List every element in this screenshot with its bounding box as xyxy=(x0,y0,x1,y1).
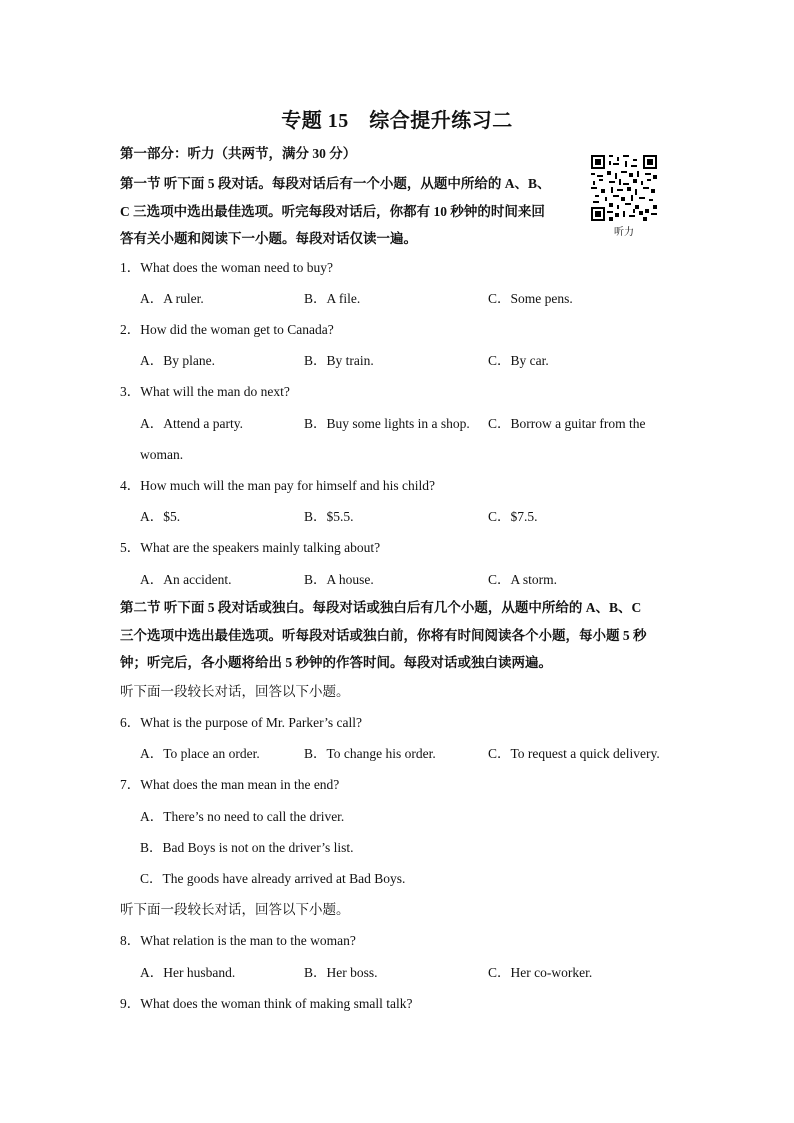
question-1-option-c: C．Some pens. xyxy=(488,291,573,306)
section2-instruction-line-2: 三个选项中选出最佳选项。听每段对话或独白前，你将有时间阅读各个小题，每小题 5 秒 xyxy=(120,628,647,643)
question-9: 9．What does the woman think of making small talk? xyxy=(120,996,413,1011)
question-3-option-b: B．Buy some lights in a shop. xyxy=(304,416,470,431)
question-5-option-a: A．An accident. xyxy=(140,572,232,587)
listen-instruction-1: 听下面一段较长对话，回答以下小题。 xyxy=(120,684,350,699)
question-5-option-c: C．A storm. xyxy=(488,572,558,587)
question-2-option-c: C．By car. xyxy=(488,353,549,368)
qr-code-label: 听力 xyxy=(614,227,634,238)
question-7-option-b: B．Bad Boys is not on the driver’s list. xyxy=(140,840,354,855)
question-8-option-b: B．Her boss. xyxy=(304,965,378,980)
question-1-option-a: A．A ruler. xyxy=(140,291,204,306)
question-1: 1．What does the woman need to buy? xyxy=(120,260,333,275)
section1-instruction-line-2: C 三选项中选出最佳选项。听完每段对话后，你都有 10 秒钟的时间来回 xyxy=(120,204,545,219)
question-6-option-b: B．To change his order. xyxy=(304,746,436,761)
page-title: 专题 15 综合提升练习二 xyxy=(281,110,513,132)
question-6: 6．What is the purpose of Mr. Parker’s call? xyxy=(120,715,362,730)
question-6-option-a: A．To place an order. xyxy=(140,746,260,761)
listen-instruction-2: 听下面一段较长对话，回答以下小题。 xyxy=(120,902,350,917)
question-8-option-c: C．Her co-worker. xyxy=(488,965,593,980)
question-5-option-b: B．A house. xyxy=(304,572,374,587)
question-3-option-c-continued: woman. xyxy=(140,447,184,462)
question-3: 3．What will the man do next? xyxy=(120,384,290,399)
question-6-option-c: C．To request a quick delivery. xyxy=(488,746,660,761)
question-7: 7．What does the man mean in the end? xyxy=(120,777,340,792)
section2-instruction-line-3: 钟；听完后，各小题将给出 5 秒钟的作答时间。每段对话或独白读两遍。 xyxy=(120,655,552,670)
question-2: 2．How did the woman get to Canada? xyxy=(120,322,334,337)
question-5: 5．What are the speakers mainly talking about? xyxy=(120,540,381,555)
question-7-option-a: A．There’s no need to call the driver. xyxy=(140,809,345,824)
question-4-option-c: C．$7.5. xyxy=(488,509,538,524)
question-1-option-b: B．A file. xyxy=(304,291,361,306)
question-7-option-c: C．The goods have already arrived at Bad Boys. xyxy=(140,871,406,886)
question-2-option-b: B．By train. xyxy=(304,353,374,368)
question-4-option-b: B．$5.5. xyxy=(304,509,354,524)
question-4: 4．How much will the man pay for himself and his child? xyxy=(120,478,435,493)
question-2-option-a: A．By plane. xyxy=(140,353,215,368)
question-4-option-a: A．$5. xyxy=(140,509,181,524)
question-3-option-c: C．Borrow a guitar from the xyxy=(488,416,646,431)
section1-instruction-line-3: 答有关小题和阅读下一小题。每段对话仅读一遍。 xyxy=(120,231,417,246)
qr-code-icon xyxy=(591,155,657,221)
question-8: 8．What relation is the man to the woman? xyxy=(120,933,356,948)
question-8-option-a: A．Her husband. xyxy=(140,965,236,980)
part1-header: 第一部分：听力（共两节，满分 30 分） xyxy=(120,146,357,161)
question-3-option-a: A．Attend a party. xyxy=(140,416,243,431)
section1-instruction-line-1: 第一节 听下面 5 段对话。每段对话后有一个小题，从题中所给的 A、B、 xyxy=(120,176,551,191)
section2-instruction-line-1: 第二节 听下面 5 段对话或独白。每段对话或独白后有几个小题，从题中所给的 A、B、C xyxy=(120,600,642,615)
